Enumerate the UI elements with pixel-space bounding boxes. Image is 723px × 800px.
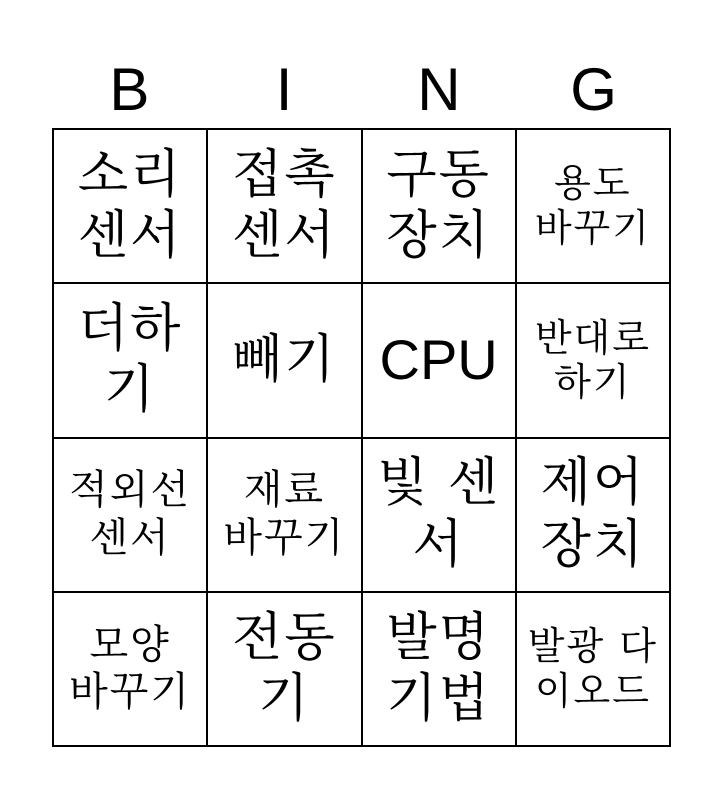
cell-label: 구동 장치 [386,144,491,267]
bingo-cell-r2c2[interactable] [208,284,362,438]
bingo-cell-r4c1[interactable] [54,593,208,747]
bingo-cell-r2c3[interactable] [363,284,517,438]
bingo-cell-r2c4[interactable] [517,284,671,438]
bingo-board [52,128,671,747]
bingo-cell-r1c1[interactable] [54,130,208,284]
cell-label: 적외선 센서 [69,467,192,561]
cell-label: 재료 바꾸기 [223,467,346,561]
header-letter-b: B [109,56,150,123]
bingo-cell-r3c2[interactable] [208,439,362,593]
header-letter-g: G [570,56,617,123]
cell-label: 용도 바꾸기 [534,161,651,251]
cell-label: 발명 기법 [386,607,491,729]
cell-label: 소리 센서 [77,144,183,267]
cell-label: 제어 장치 [540,453,646,575]
header-letter-n: N [417,56,461,123]
bingo-cell-r1c2[interactable] [208,130,362,284]
cell-label: CPU [379,328,498,392]
cell-label: 전동 기 [232,607,337,729]
cell-label: 반대로 하기 [534,315,651,405]
cell-label: 더하 기 [77,299,183,421]
bingo-cell-r2c1[interactable] [54,284,208,438]
bingo-cell-r4c2[interactable] [208,593,362,747]
cell-label: 발광 다 이오드 [527,624,658,713]
bingo-cell-r4c3[interactable] [363,593,517,747]
cell-label: 빛 센 서 [377,453,501,575]
bingo-cell-r4c4[interactable] [517,593,671,747]
header-letter-i: I [275,56,293,123]
cell-label: 접촉 센서 [232,144,337,267]
bingo-cell-r1c4[interactable] [517,130,671,284]
bingo-cell-r3c3[interactable] [363,439,517,593]
bingo-header [52,52,671,128]
bingo-cell-r3c1[interactable] [54,439,208,593]
cell-label: 모양 바꾸기 [69,621,192,715]
bingo-cell-r3c4[interactable] [517,439,671,593]
bingo-cell-r1c3[interactable] [363,130,517,284]
cell-label: 빼기 [232,329,337,390]
